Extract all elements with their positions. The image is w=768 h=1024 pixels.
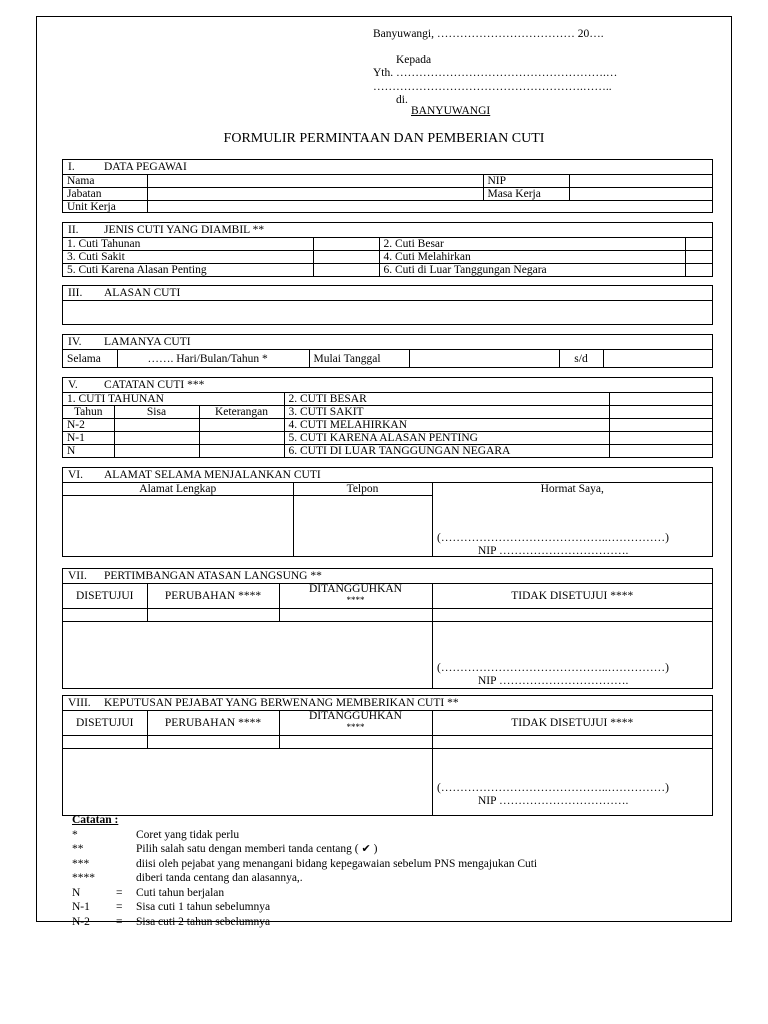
col-tahun: Tahun <box>63 406 114 419</box>
note-text: Pilih salah satu dengan memberi tanda centang ( <box>136 843 359 855</box>
note-text: Coret yang tidak perlu <box>136 828 240 841</box>
section-heading <box>63 569 712 584</box>
catatan-cuti-sakit: 3. CUTI SAKIT <box>284 406 609 419</box>
atasan-nip: NIP ……………………………. <box>478 675 629 687</box>
row-n2-keterangan[interactable] <box>199 419 284 432</box>
note-key: **** <box>72 872 95 884</box>
perubahan-checkbox[interactable] <box>147 736 279 749</box>
note-item <box>72 857 537 872</box>
tidak-disetujui-label: TIDAK DISETUJUI **** <box>432 584 712 609</box>
section-lamanya-cuti <box>62 334 713 368</box>
ditangguhkan-checkbox[interactable] <box>279 736 432 749</box>
note-item <box>72 915 537 930</box>
section-number: II. <box>68 224 79 236</box>
disetujui-label: DISETUJUI <box>63 584 147 609</box>
tidak-disetujui-checkbox[interactable] <box>432 736 712 749</box>
section-heading <box>63 378 712 393</box>
tanggal-selesai-field[interactable] <box>603 350 712 368</box>
place-date: Banyuwangi, ……………………………… 20…. <box>373 28 604 40</box>
section-heading <box>63 286 712 301</box>
section-number: I. <box>68 161 75 173</box>
pemohon-nip: NIP ……………………………. <box>478 545 629 557</box>
note-item <box>72 871 537 886</box>
city: BANYUWANGI <box>411 105 491 117</box>
note-eq: = <box>116 915 123 928</box>
cuti-tahunan-label: 1. Cuti Tahunan <box>63 238 313 251</box>
note-item <box>72 828 537 843</box>
jabatan-field[interactable] <box>147 188 483 201</box>
di-label: di. <box>396 94 408 106</box>
note-text: Sisa cuti 2 tahun sebelumnya <box>136 915 271 928</box>
note-text: diberi tanda centang dan alasannya,. <box>136 872 303 884</box>
section-title: CATATAN CUTI *** <box>104 379 205 391</box>
masa-kerja-field[interactable] <box>569 188 712 201</box>
section-heading <box>63 696 712 711</box>
blank-area <box>63 622 432 689</box>
cuti-sakit-label: 3. Cuti Sakit <box>63 251 313 264</box>
telpon-field[interactable] <box>293 496 432 557</box>
sampai-label: s/d <box>559 350 603 368</box>
section-title: ALAMAT SELAMA MENJALANKAN CUTI <box>104 469 321 481</box>
catatan-cuti-melahirkan-field[interactable] <box>609 419 712 432</box>
cuti-sakit-checkbox[interactable] <box>313 251 379 264</box>
section-heading <box>63 335 712 350</box>
nama-label: Nama <box>63 175 147 188</box>
row-n1-label: N-1 <box>63 432 114 445</box>
section-title: DATA PEGAWAI <box>104 161 187 173</box>
section-title: LAMANYA CUTI <box>104 336 191 348</box>
cuti-alasan-penting-label: 5. Cuti Karena Alasan Penting <box>63 264 313 277</box>
section-number: VIII. <box>68 697 91 709</box>
row-n-label: N <box>63 445 114 458</box>
note-key: *** <box>72 857 90 870</box>
note-eq: = <box>116 886 123 899</box>
note-text-end: ) <box>373 843 378 855</box>
row-n1-keterangan[interactable] <box>199 432 284 445</box>
note-text: Cuti tahun berjalan <box>136 886 225 899</box>
cuti-melahirkan-label: 4. Cuti Melahirkan <box>379 251 685 264</box>
section-heading <box>63 223 712 238</box>
note-text: diisi oleh pejabat yang menangani bidang kepegawaian sebelum PNS mengajukan Cuti <box>136 857 538 870</box>
section-title: JENIS CUTI YANG DIAMBIL ** <box>104 224 265 236</box>
catatan-notes <box>72 813 537 929</box>
catatan-cuti-luar-tanggungan-field[interactable] <box>609 445 712 458</box>
telpon-label: Telpon <box>293 483 432 496</box>
note-key: N <box>72 886 81 899</box>
note-text: Sisa cuti 1 tahun sebelumnya <box>136 901 271 913</box>
catatan-cuti-alasan-penting-field[interactable] <box>609 432 712 445</box>
cuti-luar-tanggungan-checkbox[interactable] <box>685 264 712 277</box>
ditangguhkan-stars: **** <box>346 722 365 732</box>
col-keterangan: Keterangan <box>199 406 284 419</box>
tidak-disetujui-label: TIDAK DISETUJUI **** <box>432 711 712 736</box>
notes-title: Catatan : <box>72 814 119 826</box>
mulai-tanggal-label: Mulai Tanggal <box>309 350 409 368</box>
note-key: * <box>72 828 78 841</box>
section-number: VI. <box>68 469 84 481</box>
durasi-field[interactable]: ……. Hari/Bulan/Tahun * <box>117 350 309 368</box>
ditangguhkan-stars: **** <box>346 595 365 605</box>
unit-kerja-label: Unit Kerja <box>63 201 147 214</box>
note-item <box>72 900 537 915</box>
alamat-field[interactable] <box>63 496 293 557</box>
section-alasan-cuti <box>62 285 713 325</box>
blank-area <box>63 749 432 816</box>
catatan-cuti-alasan-penting: 5. CUTI KARENA ALASAN PENTING <box>284 432 609 445</box>
row-n2-sisa[interactable] <box>114 419 199 432</box>
tidak-disetujui-checkbox[interactable] <box>432 609 712 622</box>
col-sisa: Sisa <box>114 406 199 419</box>
cuti-melahirkan-checkbox[interactable] <box>685 251 712 264</box>
masa-kerja-label: Masa Kerja <box>483 188 569 201</box>
row-n-sisa[interactable] <box>114 445 199 458</box>
cuti-tahunan-checkbox[interactable] <box>313 238 379 251</box>
alasan-cuti-field[interactable] <box>63 301 712 325</box>
section-title: ALASAN CUTI <box>104 287 181 299</box>
section-number: IV. <box>68 336 82 348</box>
ditangguhkan-label <box>279 584 432 609</box>
cuti-tahunan-header: 1. CUTI TAHUNAN <box>63 393 284 406</box>
cuti-besar-checkbox[interactable] <box>685 238 712 251</box>
catatan-cuti-melahirkan: 4. CUTI MELAHIRKAN <box>284 419 609 432</box>
section-catatan-cuti <box>62 377 713 458</box>
jabatan-label: Jabatan <box>63 188 147 201</box>
catatan-cuti-luar-tanggungan: 6. CUTI DI LUAR TANGGUNGAN NEGARA <box>284 445 609 458</box>
note-key: N-1 <box>72 901 90 913</box>
cuti-luar-tanggungan-label: 6. Cuti di Luar Tanggungan Negara <box>379 264 685 277</box>
note-key: ** <box>72 843 84 855</box>
checkmark-icon: ✔ <box>361 842 371 855</box>
kepada-label: Kepada <box>396 54 432 66</box>
note-eq: = <box>116 901 123 913</box>
disetujui-label: DISETUJUI <box>63 711 147 736</box>
note-item <box>72 886 537 901</box>
hormat-saya-label: Hormat Saya, <box>540 483 604 495</box>
nama-field[interactable] <box>147 175 483 188</box>
section-heading <box>63 468 712 483</box>
perubahan-checkbox[interactable] <box>147 609 279 622</box>
ditangguhkan-text: DITANGGUHKAN <box>309 710 402 722</box>
nip-label: NIP <box>483 175 569 188</box>
note-item <box>72 842 537 857</box>
cuti-alasan-penting-checkbox[interactable] <box>313 264 379 277</box>
section-jenis-cuti <box>62 222 713 277</box>
cuti-besar-label: 2. Cuti Besar <box>379 238 685 251</box>
pejabat-signature-line[interactable]: (……………………………………..……………) <box>437 782 669 794</box>
row-n2-label: N-2 <box>63 419 114 432</box>
section-data-pegawai <box>62 159 713 213</box>
row-n-keterangan[interactable] <box>199 445 284 458</box>
catatan-cuti-besar: 2. CUTI BESAR <box>284 393 609 406</box>
form-title: FORMULIR PERMINTAAN DAN PEMBERIAN CUTI <box>223 131 545 146</box>
catatan-cuti-besar-field[interactable] <box>609 393 712 406</box>
disetujui-checkbox[interactable] <box>63 609 147 622</box>
dots-line: ……………………………………………….…….. <box>373 81 612 93</box>
tanggal-mulai-field[interactable] <box>409 350 559 368</box>
perubahan-label: PERUBAHAN **** <box>147 584 279 609</box>
perubahan-label: PERUBAHAN **** <box>147 711 279 736</box>
ditangguhkan-checkbox[interactable] <box>279 609 432 622</box>
ditangguhkan-label <box>279 711 432 736</box>
section-number: V. <box>68 379 78 391</box>
note-key: N-2 <box>72 915 90 928</box>
ditangguhkan-text: DITANGGUHKAN <box>309 583 402 595</box>
alamat-lengkap-label: Alamat Lengkap <box>63 483 293 496</box>
section-title: KEPUTUSAN PEJABAT YANG BERWENANG MEMBERIKAN CUTI ** <box>104 697 459 709</box>
section-title: PERTIMBANGAN ATASAN LANGSUNG ** <box>104 570 322 582</box>
unit-kerja-field[interactable] <box>147 201 712 214</box>
row-n1-sisa[interactable] <box>114 432 199 445</box>
section-number: VII. <box>68 570 87 582</box>
nip-field[interactable] <box>569 175 712 188</box>
catatan-cuti-sakit-field[interactable] <box>609 406 712 419</box>
pejabat-nip: NIP ……………………………. <box>478 795 629 807</box>
section-heading <box>63 160 712 175</box>
pemohon-signature-line[interactable]: (……………………………………..……………) <box>437 532 669 544</box>
disetujui-checkbox[interactable] <box>63 736 147 749</box>
atasan-signature-line[interactable]: (……………………………………..……………) <box>437 662 669 674</box>
selama-label: Selama <box>63 350 117 368</box>
yth-line: Yth. ……………………………………………….… <box>373 67 618 79</box>
section-number: III. <box>68 287 83 299</box>
